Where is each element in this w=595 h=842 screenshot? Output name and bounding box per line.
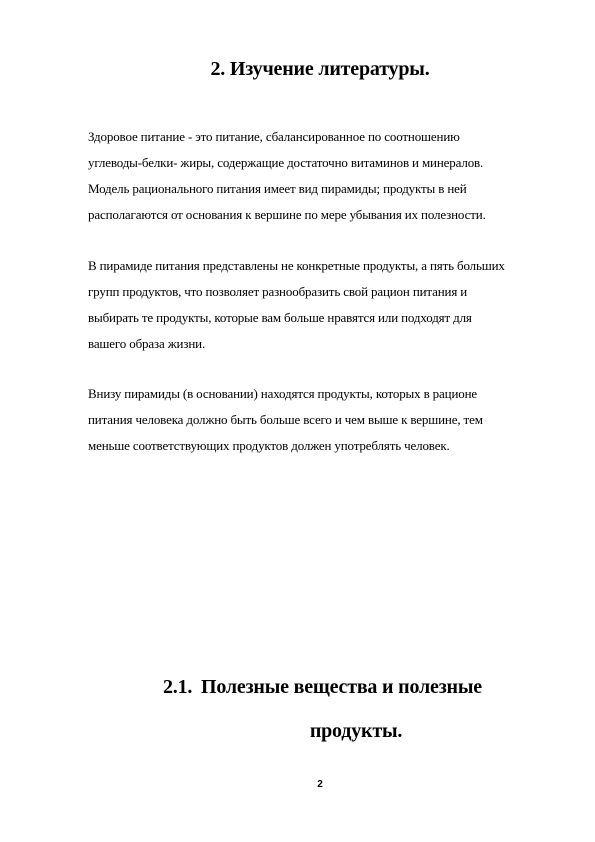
- text-line: В пирамиде питания представлены не конкретные продукты, а пять больших: [88, 258, 505, 273]
- subsection-title-line1: Полезные вещества и полезные: [201, 676, 482, 698]
- subsection-number: 2.1.: [163, 676, 193, 698]
- text-line: Внизу пирамиды (в основании) находятся продукты, которых в рационе: [88, 386, 478, 401]
- text-line: Здоровое питание - это питание, сбалансированное по соотношению: [88, 129, 460, 144]
- text-line: выбирать те продукты, которые вам больше нравятся или подходят для: [88, 310, 472, 325]
- text-line: Модель рационального питания имеет вид пирамиды; продукты в ней: [88, 181, 467, 196]
- text-line: располагаются от основания к вершине по мере убывания их полезности.: [88, 207, 486, 222]
- page-number: 2: [317, 779, 323, 790]
- subsection-title-line2: продукты.: [309, 720, 403, 742]
- paragraph-food-pyramid: [88, 253, 558, 357]
- text-line: групп продуктов, что позволяет разнообразить свой рацион питания и: [88, 284, 468, 299]
- text-line: углеводы-белки- жиры, содержащие достаточно витаминов и минералов.: [88, 155, 484, 170]
- subsection-heading: [163, 676, 482, 699]
- section-heading: 2. Изучение литературы.: [210, 58, 430, 80]
- paragraph-healthy-eating: [88, 124, 558, 228]
- paragraph-pyramid-base: [88, 381, 558, 459]
- text-line: меньше соответствующих продуктов должен употреблять человек.: [88, 438, 450, 453]
- text-line: питания человека должно быть больше всего и чем выше к вершине, тем: [88, 412, 483, 427]
- text-line: вашего образа жизни.: [88, 336, 206, 351]
